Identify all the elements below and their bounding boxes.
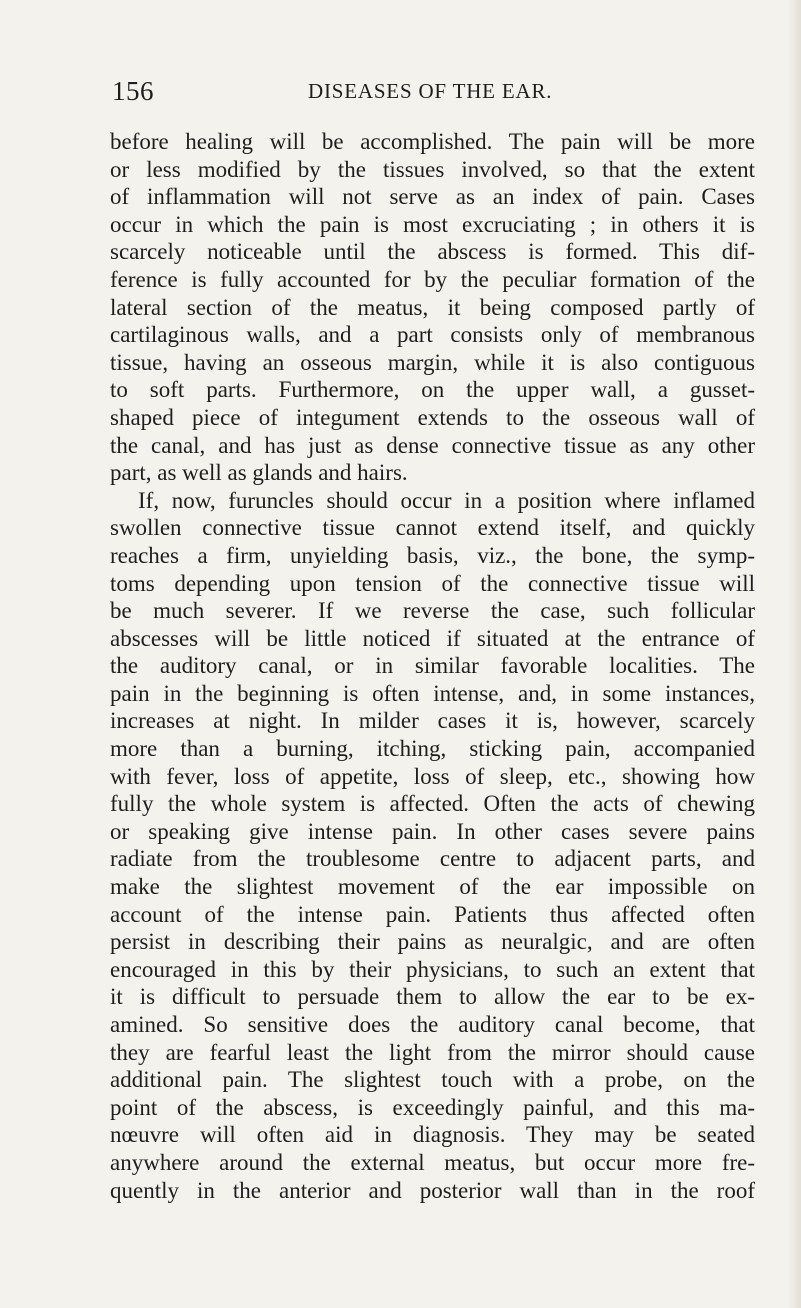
text-line: increases at night. In milder cases it is, however, scarcely [110,708,755,734]
text-line: it is difficult to persuade them to allow the ear to be ex- [110,984,755,1010]
text-line: fully the whole system is affected. Often the acts of chewing [110,791,755,817]
text-line: persist in describing their pains as neuralgic, and are often [110,929,755,955]
text-line: radiate from the troublesome centre to adjacent parts, and [110,846,755,872]
text-line: toms depending upon tension of the connective tissue will [110,570,755,596]
text-line: more than a burning, itching, sticking pain, accompanied [110,736,755,762]
text-line: anywhere around the external meatus, but occur more fre- [110,1149,755,1175]
text-line: quently in the anterior and posterior wall than in the roof [110,1177,755,1203]
text-line: point of the abscess, is exceedingly painful, and this ma- [110,1094,755,1120]
text-line: make the slightest movement of the ear impossible on [110,874,755,900]
body-text [110,128,755,1204]
text-line: or speaking give intense pain. In other cases severe pains [110,818,755,844]
text-line: encouraged in this by their physicians, to such an extent that [110,956,755,982]
text-line: they are fearful least the light from the mirror should cause [110,1039,755,1065]
text-line: part, as well as glands and hairs. [110,460,408,486]
text-line: scarcely noticeable until the abscess is formed. This dif- [110,239,755,265]
page-edge-shadow [787,0,801,1308]
text-line: swollen connective tissue cannot extend itself, and quickly [110,515,755,541]
text-line: cartilaginous walls, and a part consists only of membranous [110,322,755,348]
text-line: amined. So sensitive does the auditory canal become, that [110,1012,755,1037]
text-line: the auditory canal, or in similar favorable localities. The [110,653,755,679]
running-head: DISEASES OF THE EAR. [308,79,553,103]
text-line: ference is fully accounted for by the peculiar formation of the [110,266,755,292]
text-line: nœuvre will often aid in diagnosis. They may be seated [110,1122,755,1148]
text-line: shaped piece of integument extends to the osseous wall of [110,404,755,430]
text-line: to soft parts. Furthermore, on the upper wall, a gusset- [110,377,755,403]
page-number: 156 [112,76,154,106]
text-line: of inflammation will not serve as an index of pain. Cases [110,184,755,210]
text-line: or less modified by the tissues involved, so that the extent [110,156,755,182]
text-line: pain in the beginning is often intense, and, in some instances, [110,680,755,706]
text-line: before healing will be accomplished. The pain will be more [110,129,755,154]
text-line: be much severer. If we reverse the case, such follicular [110,598,755,624]
page-header [112,76,712,110]
text-line: tissue, having an osseous margin, while it is also contiguous [110,349,755,375]
text-line: occur in which the pain is most excruciating ; in others it is [110,211,755,237]
text-line: lateral section of the meatus, it being composed partly of [110,294,755,320]
text-line: If, now, furuncles should occur in a position where inflamed [138,487,755,513]
text-line: reaches a firm, unyielding basis, viz., the bone, the symp- [110,542,755,568]
text-line: with fever, loss of appetite, loss of sleep, etc., showing how [110,763,755,789]
text-line: abscesses will be little noticed if situated at the entrance of [110,625,755,651]
text-line: additional pain. The slightest touch with a probe, on the [110,1067,755,1093]
text-line: the canal, and has just as dense connective tissue as any other [110,432,755,458]
text-line: account of the intense pain. Patients thus affected often [110,901,755,927]
